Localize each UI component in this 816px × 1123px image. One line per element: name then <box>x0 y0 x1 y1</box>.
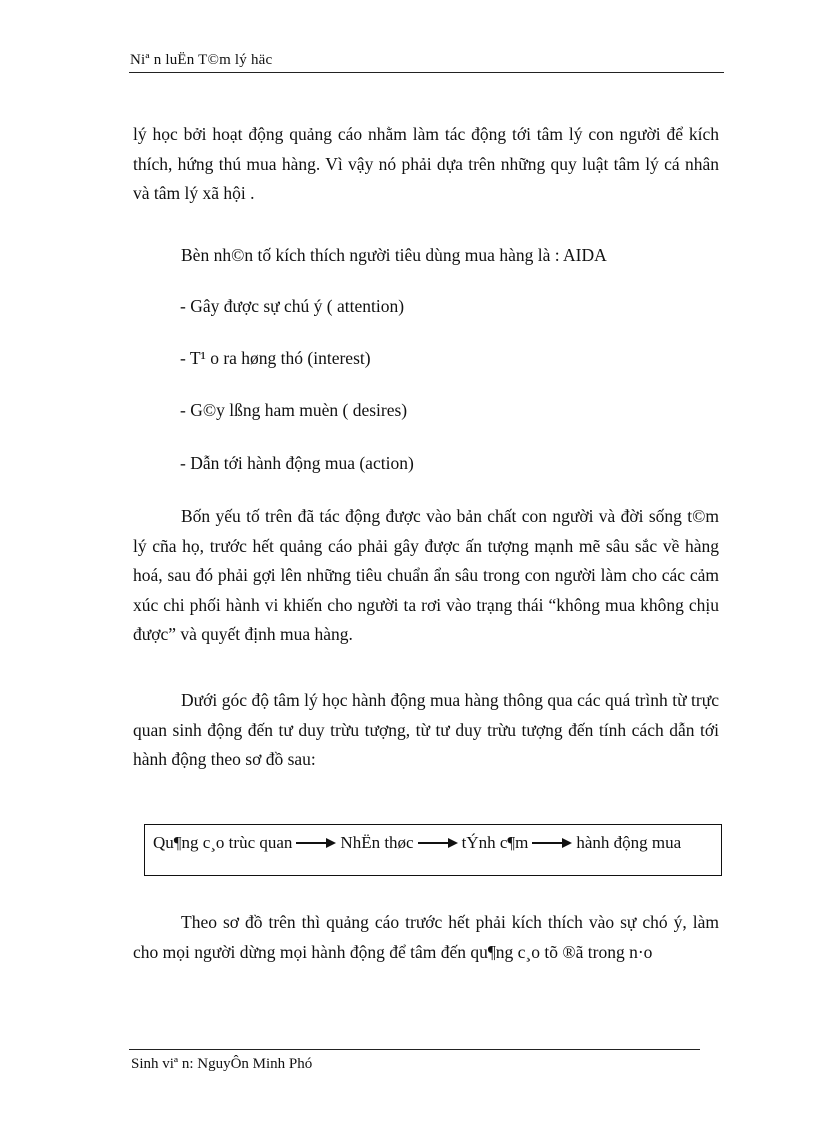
paragraph-3: Bốn yếu tố trên đã tác động được vào bản chất con người và đời sống t©m lý cña họ, trước hết quảng cáo phải gây được ấn tượng mạnh mẽ sâu sắc về hàng hoá, sau đó phải gợi lên những tiêu chuẩn ẩn sâu trong con người làm cho các cảm xúc chi phối hành vi khiến cho người ta rơi vào trạng thái “không mua không chịu được” và quyết định mua hàng. <box>133 506 719 644</box>
paragraph-5: Theo sơ đồ trên thì quảng cáo trước hết phải kích thích vào sự chó ý, làm cho mọi người dừng mọi hành động để tâm đến qu¶ng c¸o tõ ®ã trong n·o <box>133 912 719 962</box>
paragraph-1-container <box>133 120 719 209</box>
page-footer-author: Sinh viª n: NguyÔn Minh Phó <box>131 1056 313 1072</box>
list-item-interest: - T¹ o ra høng thó (interest) <box>180 348 371 368</box>
diagram-step-2: NhËn thøc <box>340 833 414 852</box>
paragraph-2-container <box>133 241 719 271</box>
list-item-action: - Dẫn tới hành động mua (action) <box>180 453 414 473</box>
paragraph-aida-intro: Bèn nh©n tố kích thích người tiêu dùng mua hàng là : AIDA <box>181 245 607 265</box>
flow-diagram-box <box>144 824 722 876</box>
footer-divider <box>129 1049 700 1050</box>
diagram-step-1: Qu¶ng c¸o trùc quan <box>153 833 293 852</box>
diagram-step-3: tÝnh c¶m <box>461 833 529 852</box>
flow-diagram-row <box>153 833 681 853</box>
list-item-attention: - Gây được sự chú ý ( attention) <box>180 296 405 316</box>
paragraph-5-container <box>133 908 719 967</box>
diagram-step-4: hành động mua <box>576 833 682 852</box>
arrow-right-icon <box>418 837 458 849</box>
header-divider <box>129 72 724 73</box>
paragraph-4-container <box>133 686 719 775</box>
paragraph-3-container <box>133 502 719 650</box>
paragraph-4: Dưới góc độ tâm lý học hành động mua hàng thông qua các quá trình từ trực quan sinh động đến tư duy trừu tượng, từ tư duy trừu tượng đến tính cách dẫn tới hành động theo sơ đồ sau: <box>133 690 719 769</box>
arrow-right-icon <box>532 837 572 849</box>
page-header-title: Niª n luËn T©m lý häc <box>130 52 273 68</box>
arrow-right-icon <box>296 837 336 849</box>
paragraph-1: lý học bởi hoạt động quảng cáo nhằm làm tác động tới tâm lý con người để kích thích, hứng thú mua hàng. Vì vậy nó phải dựa trên những quy luật tâm lý cá nhân và tâm lý xã hội . <box>133 124 719 203</box>
list-item-desires: - G©y lßng ham muèn ( desires) <box>180 400 408 420</box>
